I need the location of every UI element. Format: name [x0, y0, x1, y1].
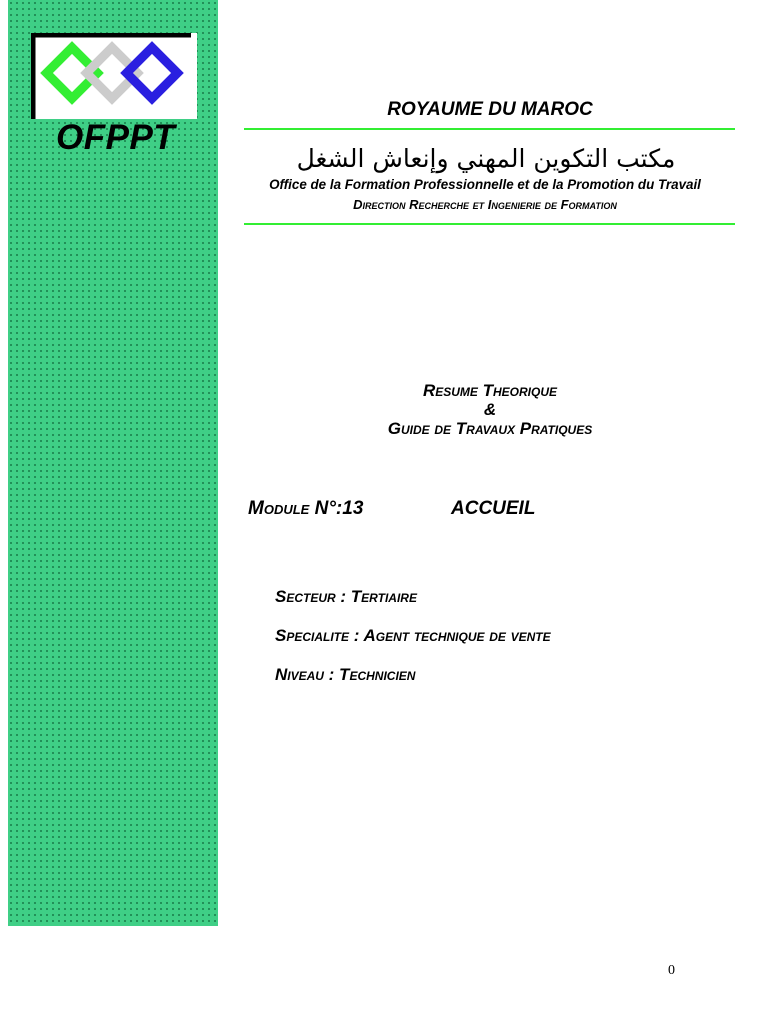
office-name: Office de la Formation Professionnelle et de la Promotion du Travail: [269, 177, 701, 192]
direction-name: Direction Recherche et Ingenierie de Formation: [353, 197, 617, 212]
page-number: 0: [668, 963, 675, 978]
specialite-line: Specialite : Agent technique de vente: [275, 626, 551, 645]
logo-text: OFPPT: [56, 118, 176, 157]
ofppt-logo: [31, 33, 197, 119]
document-title: [245, 381, 735, 438]
module-number: Module N°:13: [248, 498, 364, 519]
top-rule: [244, 128, 735, 130]
title-line-1: Resume Theorique: [422, 381, 558, 400]
module-title: ACCUEIL: [451, 498, 536, 519]
arabic-organization-name: مكتب التكوين المهني وإنعاش الشغل: [296, 144, 676, 173]
niveau-line: Niveau : Technicien: [275, 665, 416, 684]
bottom-rule: [244, 223, 735, 225]
title-ampersand: &: [483, 400, 497, 419]
kingdom-heading: ROYAUME DU MAROC: [387, 99, 593, 120]
title-line-3: Guide de Travaux Pratiques: [387, 419, 593, 438]
secteur-line: Secteur : Tertiaire: [275, 587, 417, 606]
